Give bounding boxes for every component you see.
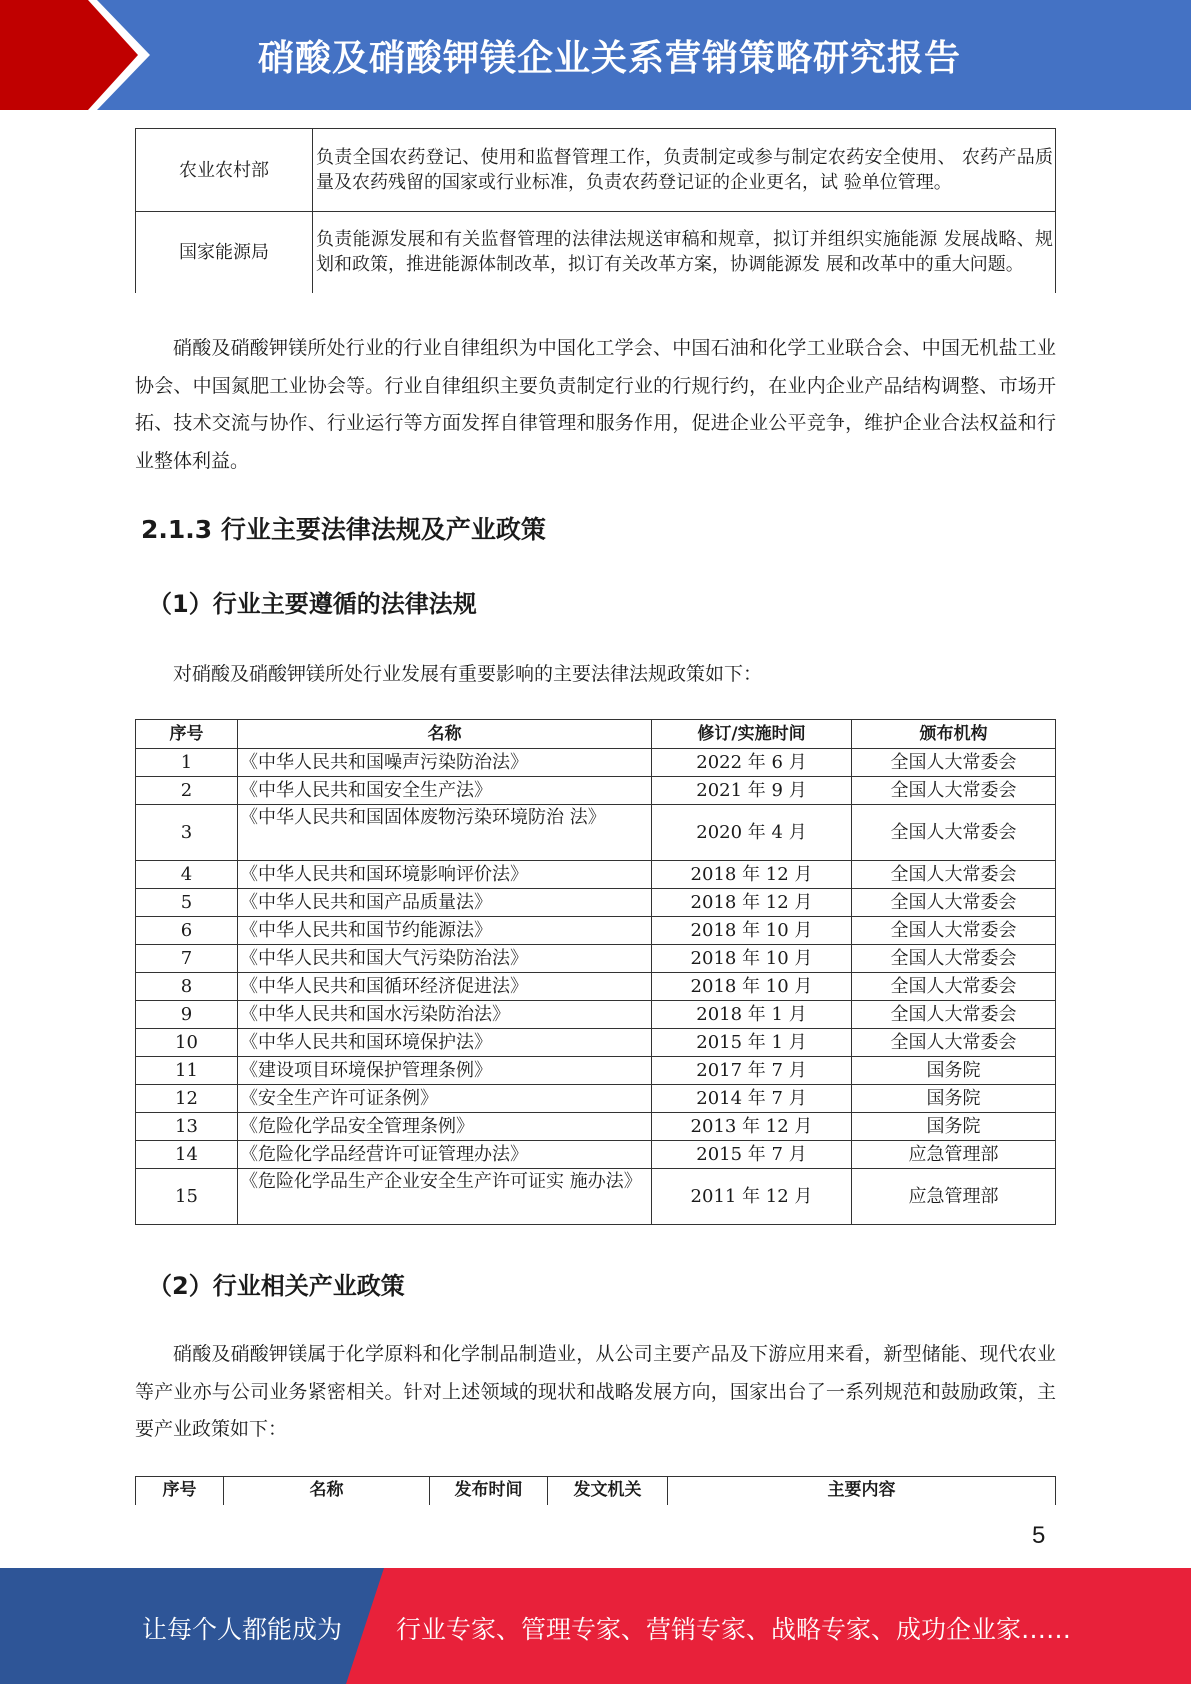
row-date-cell: 2011 年 12 月 bbox=[652, 1169, 852, 1225]
policy-table bbox=[135, 1476, 1056, 1505]
table-row bbox=[136, 1169, 1056, 1225]
org-cell: 农业农村部 bbox=[136, 129, 313, 212]
row-name-cell: 《中华人民共和国安全生产法》 bbox=[238, 777, 652, 805]
row-issuer-cell: 应急管理部 bbox=[852, 1141, 1056, 1169]
row-date-cell: 2022 年 6 月 bbox=[652, 749, 852, 777]
row-date-cell: 2015 年 1 月 bbox=[652, 1029, 852, 1057]
row-date-cell: 2021 年 9 月 bbox=[652, 777, 852, 805]
row-name-cell: 《中华人民共和国节约能源法》 bbox=[238, 917, 652, 945]
subsection-heading-policies: （2）行业相关产业政策 bbox=[148, 1272, 405, 1300]
row-date-cell: 2013 年 12 月 bbox=[652, 1113, 852, 1141]
row-name-cell: 《危险化学品生产企业安全生产许可证实 施办法》 bbox=[238, 1169, 652, 1225]
table-row bbox=[136, 973, 1056, 1001]
row-issuer-cell: 全国人大常委会 bbox=[852, 889, 1056, 917]
row-no-cell: 12 bbox=[136, 1085, 238, 1113]
row-date-cell: 2018 年 10 月 bbox=[652, 973, 852, 1001]
page-number: 5 bbox=[1032, 1522, 1046, 1549]
row-name-cell: 《中华人民共和国大气污染防治法》 bbox=[238, 945, 652, 973]
row-name-cell: 《危险化学品经营许可证管理办法》 bbox=[238, 1141, 652, 1169]
report-title: 硝酸及硝酸钾镁企业关系营销策略研究报告 bbox=[258, 38, 962, 79]
org-cell: 国家能源局 bbox=[136, 212, 313, 293]
row-no-cell: 1 bbox=[136, 749, 238, 777]
row-no-cell: 5 bbox=[136, 889, 238, 917]
row-no-cell: 6 bbox=[136, 917, 238, 945]
row-issuer-cell: 全国人大常委会 bbox=[852, 973, 1056, 1001]
row-date-cell: 2015 年 7 月 bbox=[652, 1141, 852, 1169]
row-issuer-cell: 国务院 bbox=[852, 1085, 1056, 1113]
row-issuer-cell: 全国人大常委会 bbox=[852, 917, 1056, 945]
row-no-cell: 10 bbox=[136, 1029, 238, 1057]
row-date-cell: 2014 年 7 月 bbox=[652, 1085, 852, 1113]
row-issuer-cell: 全国人大常委会 bbox=[852, 945, 1056, 973]
table-row bbox=[136, 129, 1056, 212]
section-heading: 2.1.3 行业主要法律法规及产业政策 bbox=[141, 515, 546, 544]
row-date-cell: 2020 年 4 月 bbox=[652, 805, 852, 861]
laws-table bbox=[135, 719, 1056, 1225]
row-no-cell: 3 bbox=[136, 805, 238, 861]
row-date-cell: 2018 年 10 月 bbox=[652, 945, 852, 973]
row-date-cell: 2018 年 10 月 bbox=[652, 917, 852, 945]
col-header-name: 名称 bbox=[238, 720, 652, 749]
col-header-no: 序号 bbox=[136, 1477, 224, 1505]
row-no-cell: 14 bbox=[136, 1141, 238, 1169]
table-row bbox=[136, 889, 1056, 917]
col-header-issuer: 颁布机构 bbox=[852, 720, 1056, 749]
footer-slogan-left: 让每个人都能成为 bbox=[142, 1615, 343, 1644]
col-header-date: 发布时间 bbox=[430, 1477, 548, 1505]
row-name-cell: 《安全生产许可证条例》 bbox=[238, 1085, 652, 1113]
row-issuer-cell: 全国人大常委会 bbox=[852, 805, 1056, 861]
row-no-cell: 9 bbox=[136, 1001, 238, 1029]
row-name-cell: 《中华人民共和国水污染防治法》 bbox=[238, 1001, 652, 1029]
footer-slogan-right: 行业专家、管理专家、营销专家、战略专家、成功企业家…… bbox=[396, 1615, 1072, 1644]
col-header-issuer: 发文机关 bbox=[548, 1477, 668, 1505]
row-date-cell: 2018 年 12 月 bbox=[652, 861, 852, 889]
row-issuer-cell: 应急管理部 bbox=[852, 1169, 1056, 1225]
row-issuer-cell: 国务院 bbox=[852, 1057, 1056, 1085]
desc-cell: 负责全国农药登记、使用和监督管理工作，负责制定或参与制定农药安全使用、 农药产品质量及农药残留的国家或行业标准，负责农药登记证的企业更名，试 验单位管理。 bbox=[313, 129, 1056, 212]
table-row bbox=[136, 1141, 1056, 1169]
footer-banner bbox=[0, 1568, 1191, 1684]
row-issuer-cell: 全国人大常委会 bbox=[852, 749, 1056, 777]
row-issuer-cell: 全国人大常委会 bbox=[852, 861, 1056, 889]
row-name-cell: 《中华人民共和国产品质量法》 bbox=[238, 889, 652, 917]
self-regulation-paragraph: 硝酸及硝酸钾镁所处行业的行业自律组织为中国化工学会、中国石油和化学工业联合会、中国无机盐工业协会、中国氮肥工业协会等。行业自律组织主要负责制定行业的行规行约，在业内企业产品结构调整、市场开拓、技术交流与协作、行业运行等方面发挥自律管理和服务作用，促进企业公平竞争，维护企业合法权益和行业整体利益。 bbox=[135, 337, 1056, 472]
row-name-cell: 《建设项目环境保护管理条例》 bbox=[238, 1057, 652, 1085]
authorities-table bbox=[135, 128, 1056, 293]
row-name-cell: 《中华人民共和国环境影响评价法》 bbox=[238, 861, 652, 889]
table-row bbox=[136, 212, 1056, 293]
row-no-cell: 4 bbox=[136, 861, 238, 889]
row-name-cell: 《中华人民共和国循环经济促进法》 bbox=[238, 973, 652, 1001]
row-no-cell: 2 bbox=[136, 777, 238, 805]
row-issuer-cell: 全国人大常委会 bbox=[852, 1029, 1056, 1057]
table-row bbox=[136, 1001, 1056, 1029]
row-name-cell: 《中华人民共和国固体废物污染环境防治 法》 bbox=[238, 805, 652, 861]
table-row bbox=[136, 749, 1056, 777]
table-row bbox=[136, 1029, 1056, 1057]
desc-cell: 负责能源发展和有关监督管理的法律法规送审稿和规章，拟订并组织实施能源 发展战略、规划和政策，推进能源体制改革，拟订有关改革方案，协调能源发 展和改革中的重大问题。 bbox=[313, 212, 1056, 293]
row-name-cell: 《中华人民共和国噪声污染防治法》 bbox=[238, 749, 652, 777]
col-header-date: 修订/实施时间 bbox=[652, 720, 852, 749]
table-row bbox=[136, 917, 1056, 945]
row-issuer-cell: 国务院 bbox=[852, 1113, 1056, 1141]
table-row bbox=[136, 1113, 1056, 1141]
row-date-cell: 2018 年 1 月 bbox=[652, 1001, 852, 1029]
col-header-name: 名称 bbox=[224, 1477, 430, 1505]
subsection-heading-laws: （1）行业主要遵循的法律法规 bbox=[148, 590, 477, 618]
row-no-cell: 8 bbox=[136, 973, 238, 1001]
table-header-row bbox=[136, 1477, 1056, 1505]
table-row bbox=[136, 777, 1056, 805]
policies-intro-paragraph: 硝酸及硝酸钾镁属于化学原料和化学制品制造业，从公司主要产品及下游应用来看，新型储能、现代农业等产业亦与公司业务紧密相关。针对上述领域的现状和战略发展方向，国家出台了一系列规范和鼓励政策，主要产业政策如下： bbox=[135, 1343, 1056, 1440]
row-date-cell: 2017 年 7 月 bbox=[652, 1057, 852, 1085]
row-date-cell: 2018 年 12 月 bbox=[652, 889, 852, 917]
row-issuer-cell: 全国人大常委会 bbox=[852, 777, 1056, 805]
header-banner bbox=[0, 0, 1191, 110]
row-no-cell: 13 bbox=[136, 1113, 238, 1141]
col-header-content: 主要内容 bbox=[668, 1477, 1056, 1505]
row-no-cell: 7 bbox=[136, 945, 238, 973]
table-row bbox=[136, 1057, 1056, 1085]
row-name-cell: 《中华人民共和国环境保护法》 bbox=[238, 1029, 652, 1057]
row-no-cell: 15 bbox=[136, 1169, 238, 1225]
row-no-cell: 11 bbox=[136, 1057, 238, 1085]
table-row bbox=[136, 861, 1056, 889]
col-header-no: 序号 bbox=[136, 720, 238, 749]
table-header-row bbox=[136, 720, 1056, 749]
laws-intro-paragraph: 对硝酸及硝酸钾镁所处行业发展有重要影响的主要法律法规政策如下： bbox=[173, 663, 763, 685]
row-name-cell: 《危险化学品安全管理条例》 bbox=[238, 1113, 652, 1141]
table-row bbox=[136, 805, 1056, 861]
table-row bbox=[136, 945, 1056, 973]
table-row bbox=[136, 1085, 1056, 1113]
row-issuer-cell: 全国人大常委会 bbox=[852, 1001, 1056, 1029]
